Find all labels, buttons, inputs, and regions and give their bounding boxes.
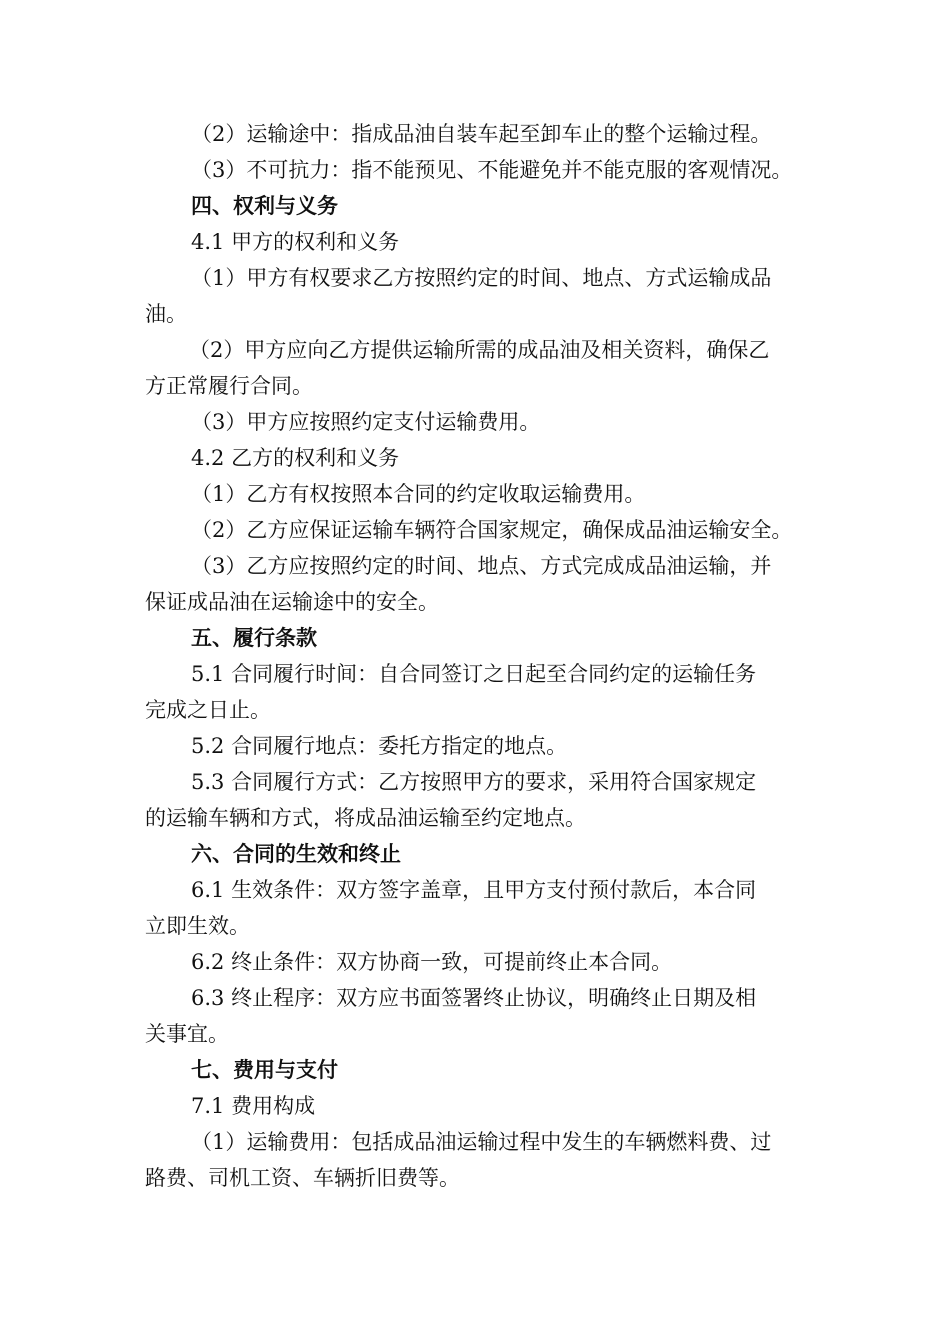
- section-heading: 五、履行条款: [191, 626, 317, 650]
- clause-line: （1）乙方有权按照本合同的约定收取运输费用。: [191, 482, 646, 506]
- clause-line: （3）乙方应按照约定的时间、地点、方式完成成品油运输，并: [191, 554, 772, 578]
- clause-continuation: 保证成品油在运输途中的安全。: [145, 590, 439, 614]
- subsection-title: 4.2 乙方的权利和义务: [191, 446, 400, 470]
- clause-line: 5.2 合同履行地点：委托方指定的地点。: [191, 734, 568, 758]
- document-page: [145, 116, 810, 1196]
- clause-continuation: 关事宜。: [145, 1022, 229, 1046]
- clause-line: （3）甲方应按照约定支付运输费用。: [191, 410, 541, 434]
- clause-continuation: 完成之日止。: [145, 698, 271, 722]
- clause-line: （2）甲方应向乙方提供运输所需的成品油及相关资料，确保乙: [189, 338, 770, 362]
- subsection-title: 4.1 甲方的权利和义务: [191, 230, 400, 254]
- clause-line: 5.3 合同履行方式：乙方按照甲方的要求，采用符合国家规定: [191, 770, 757, 794]
- clause-line: （2）运输途中：指成品油自装车起至卸车止的整个运输过程。: [191, 122, 772, 146]
- subsection-title: 7.1 费用构成: [191, 1094, 316, 1118]
- clause-line: （1）运输费用：包括成品油运输过程中发生的车辆燃料费、过: [191, 1130, 772, 1154]
- clause-line: 6.3 终止程序：双方应书面签署终止协议，明确终止日期及相: [191, 986, 757, 1010]
- clause-continuation: 立即生效。: [145, 914, 250, 938]
- section-heading: 四、权利与义务: [191, 194, 338, 218]
- clause-line: （3）不可抗力：指不能预见、不能避免并不能克服的客观情况。: [191, 158, 793, 182]
- clause-line: （2）乙方应保证运输车辆符合国家规定，确保成品油运输安全。: [191, 518, 793, 542]
- clause-continuation: 方正常履行合同。: [145, 374, 313, 398]
- clause-continuation: 的运输车辆和方式，将成品油运输至约定地点。: [145, 806, 586, 830]
- clause-continuation: 油。: [145, 302, 187, 326]
- clause-line: （1）甲方有权要求乙方按照约定的时间、地点、方式运输成品: [191, 266, 772, 290]
- clause-line: 5.1 合同履行时间：自合同签订之日起至合同约定的运输任务: [191, 662, 757, 686]
- clause-line: 6.1 生效条件：双方签字盖章，且甲方支付预付款后，本合同: [191, 878, 757, 902]
- section-heading: 七、费用与支付: [191, 1058, 338, 1082]
- section-heading: 六、合同的生效和终止: [191, 842, 401, 866]
- clause-line: 6.2 终止条件：双方协商一致，可提前终止本合同。: [191, 950, 673, 974]
- clause-continuation: 路费、司机工资、车辆折旧费等。: [145, 1166, 460, 1190]
